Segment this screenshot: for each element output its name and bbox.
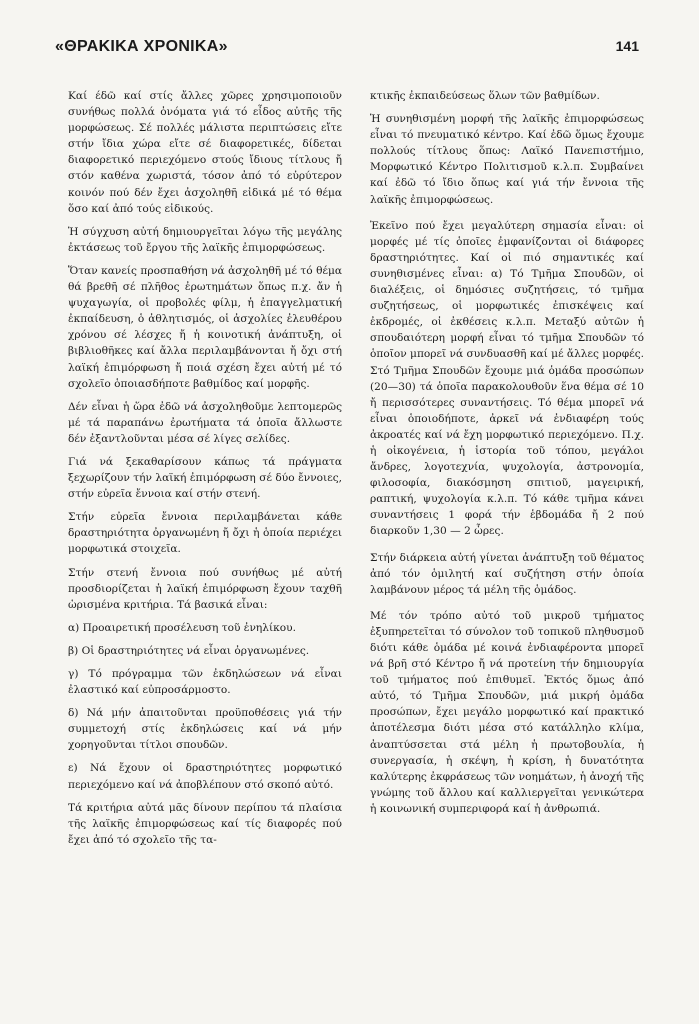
paragraph: Ὅταν κανείς προσπαθήση νά ἀσχοληθῆ μέ τό θέμα θά βρεθῆ σέ πλῆθος ἐρωτημάτων ὅπως π.χ. ἄν ἡ ψυχαγωγία, οἱ προβολές φίλμ, ἡ ἐπαγγελματική ἐκπαίδευση, ὁ ἀθλητισμός, οἱ ἀσχολίες ἐλευθέρου χρόνου σέ λέσχες ἤ ἡ κοινοτική ἀνάπτυξη, οἱ βιβλιοθῆκες καί ἄλλα περιλαμβάνονται ἤ ὄχι στή λαϊκή ἐπιμόρφωση ἤ ποιά σχέση ἔχει αὐτή μέ τό σχολεῖο ὁποιασδήποτε βαθμίδος καί μορφῆς. [68,264,342,390]
paragraph: Ἡ συνηθισμένη μορφή τῆς λαϊκῆς ἐπιμορφώσεως εἶναι τό πνευματικό κέντρο. Καί ἐδῶ ὅμως ἔχουμε πολλούς τίτλους ὅπως: Λαϊκό Πανεπιστήμιο, Μορφωτικό Κέντρο Πολιτισμοῦ κ.λ.π. Συμβαίνει καί ἐδῶ τό ἴδιο ὅπως καί γιά τήν ἔννοια τῆς λαϊκῆς ἐπιμορφώσεως. [370,113,644,206]
paragraph: Τά κριτήρια αὐτά μᾶς δίνουν περίπου τά πλαίσια τῆς λαϊκῆς ἐπιμορφώσεως καί τίς διαφορές πού ἔχει ἀπό τό σχολεῖο τῆς τα- [68,801,342,846]
right-column [370,88,644,855]
page-number: 141 [615,38,639,54]
paragraph: Ἐκεῖνο πού ἔχει μεγαλύτερη σημασία εἶναι: οἱ μορφές μέ τίς ὁποῖες ἐμφανίζονται οἱ διάφορες δραστηριότητες. Καί οἱ πιό σημαντικές καί συνηθισμένες εἶναι: α) Τό Τμῆμα Σπουδῶν, οἱ διαλέξεις, οἱ δημόσιες συζητήσεις, τό τμῆμα συζητήσεως, οἱ μορφωτικές ἐπισκέψεις καί ἐκδρομές, οἱ ἐκθέσεις κ.λ.π. Μεταξύ αὐτῶν ἡ σπουδαιότερη μορφή εἶναι τό τμῆμα Σπουδῶν τό ὁποῖον μπορεῖ νά συνδυασθῆ καί μέ ἄλλες μορφές. Στό Τμῆμα Σπουδῶν ἔχουμε μιά ὁμάδα προσώπων (20—30) τά ὁποῖα παρακολουθοῦν ἕνα θέμα σέ 10 ἤ περισσότερες συναντήσεις. Τό θέμα μπορεῖ νά εἶναι ὁποιοδήποτε, ἀρκεῖ νά ἐνδιαφέρη τούς ἀκροατές καί νά ἔχη μορφωτικό περιεχόμενο. Π.χ. ἡ οἰκογένεια, ἡ ἱστορία τοῦ τόπου, μεγάλοι ἄνδρες, λογοτεχνία, ψυχολογία, ἀστρονομία, φιλοσοφία, διακόσμηση σπιτιοῦ, μαγειρική, ραπτική, ψυχολογία κ.λ.π. Τό κάθε τμῆμα κάνει συναντήσεις 1 φορά τήν ἑβδομάδα ἤ 2 πού διαρκοῦν 1,30 — 2 ὧρες. [370,219,644,538]
paragraph: Δέν εἶναι ἡ ὥρα ἐδῶ νά ἀσχοληθοῦμε λεπτομερῶς μέ τά παραπάνω ἐρωτήματα τά ὁποῖα ἄλλωστε δέν ἐξαντλοῦνται μέσα σέ λίγες σελίδες. [68,400,342,445]
criterion-item: γ) Τό πρόγραμμα τῶν ἐκδηλώσεων νά εἶναι ἐλαστικό καί εὐπροσάρμοστο. [68,668,342,697]
criterion-item: δ) Νά μήν ἀπαιτοῦνται προϋποθέσεις γιά τήν συμμετοχή στίς ἐκδηλώσεις καί νά μήν χορηγοῦνται τίτλοι σπουδῶν. [68,707,342,752]
criterion-item: ε) Νά ἔχουν οἱ δραστηριότητες μορφωτικό περιεχόμενο καί νά ἀποβλέπουν στό σκοπό αὐτό. [68,762,342,791]
text-columns [68,88,644,855]
paragraph: Καί έδῶ καί στίς ἄλλες χῶρες χρησιμοποιοῦν συνήθως πολλά ὀνόματα γιά τό εἶδος αὐτῆς τῆς μορφώσεως. Σέ πολλές μάλιστα περιπτώσεις εἴτε στήν ἴδια χώρα εἴτε σέ διαφορετικές, δίδεται διαφορετικό περιεχόμενο στούς ἴδιους τίτλους ἤ στόν καθένα χωριστά, τόσον ἀπό τό εὐρύτερον κοινόν πού δέν ἔχει ἀσχοληθῆ εἰδικά μέ τό θέμα ὅσο καί ἀπό τούς εἰδικούς. [68,90,342,215]
paragraph: Γιά νά ξεκαθαρίσουν κάπως τά πράγματα ξεχωρίζουν τήν λαϊκή ἐπιμόρφωση σέ δύο ἔννοιες, στήν εὐρεῖα ἔννοια καί στήν στενή. [68,455,342,501]
journal-title: «ΘΡΑΚΙΚΑ ΧΡΟΝΙΚΑ» [55,38,228,55]
paragraph: Στήν εὐρεῖα ἔννοια περιλαμβάνεται κάθε δραστηριότητα ὀργανωμένη ἤ ὄχι ἡ ὁποία περιέχει μορφωτικά στοιχεῖα. [68,511,342,556]
paragraph: Στήν στενή ἔννοια πού συνήθως μέ αὐτή προσδιορίζεται ἡ λαϊκή ἐπιμόρφωση ἔχουν ταχθῆ ὡρισμένα κριτήρια. Τά βασικά εἶναι: [68,566,342,611]
criterion-item: β) Οἱ δραστηριότητες νά εἶναι ὀργανωμένες. [68,644,310,657]
paragraph: κτικῆς ἐκπαιδεύσεως ὅλων τῶν βαθμίδων. [370,90,600,102]
left-column [68,88,342,855]
running-header [55,38,639,56]
paragraph: Στήν διάρκεια αὐτή γίνεται ἀνάπτυξη τοῦ θέματος ἀπό τόν ὁμιλητή καί συζήτηση στήν ὁποία λαμβάνουν μέρος τά μέλη τῆς ὁμάδος. [370,551,645,596]
criterion-item: α) Προαιρετική προσέλευση τοῦ ἐνηλίκου. [68,621,296,634]
paragraph: Μέ τόν τρόπο αὐτό τοῦ μικροῦ τμήματος ἐξυπηρετεῖται τό σύνολον τοῦ τοπικοῦ πληθυσμοῦ διότι κάθε ὁμάδα μέ κοινά ἐνδιαφέροντα μπορεῖ νά βρῆ στό Κέντρο ἤ νά προτείνη τήν δημιουργία τοῦ τμήματος πού ἐπιθυμεῖ. Ἐκτός ὅμως ἀπό αὐτό, τό Τμῆμα Σπουδῶν, μιά μικρή ὁμάδα προσώπων, ἔχει μεγάλο μορφωτικό καί πρακτικό ἀποτέλεσμα διότι μέσα στό κατάλληλο κλίμα, ἀναπτύσσεται στά μέλη ἡ πρωτοβουλία, ἡ συνεργασία, ἡ σκέψη, ἡ κρίση, ἡ δυνατότητα καλύτερης ἐκφράσεως τῶν νοημάτων, ἡ ἀνοχή τῆς γνώμης τοῦ ἄλλου καί καλλιεργεῖται γενικώτερα ἡ κοινωνική συμπεριφορά καί ἡ ἀνθρωπιά. [370,609,644,815]
paragraph: Ἡ σύγχυση αὐτή δημιουργεῖται λόγω τῆς μεγάλης ἐκτάσεως τοῦ ἔργου τῆς λαϊκῆς ἐπιμορφώσεως. [68,225,342,254]
